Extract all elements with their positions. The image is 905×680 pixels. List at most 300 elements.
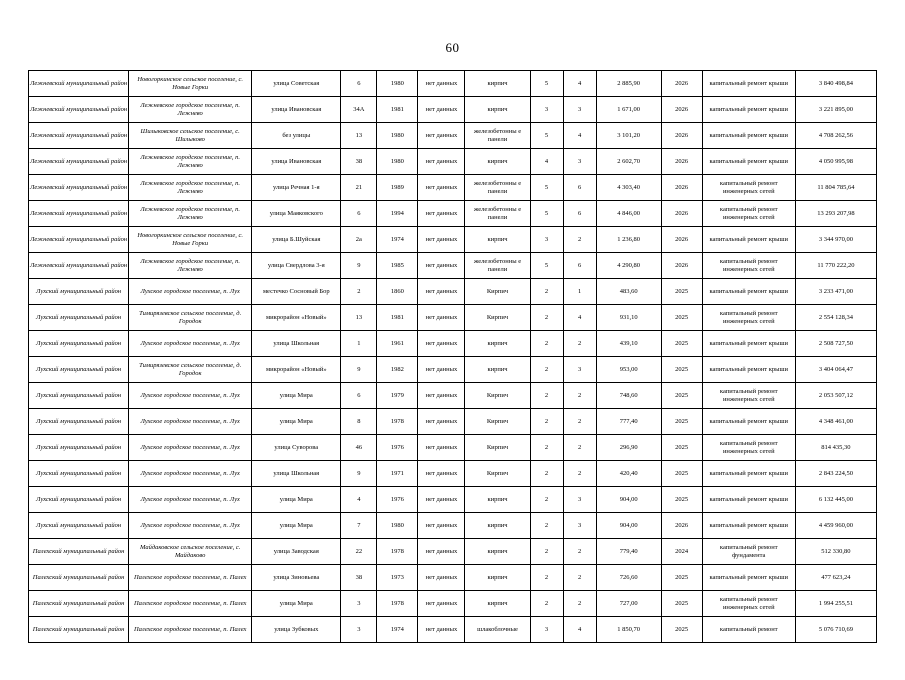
table-row bbox=[29, 71, 877, 97]
cell-no-data: нет данных bbox=[418, 253, 465, 279]
cell-entrances: 4 bbox=[563, 71, 596, 97]
cell-house-number: 7 bbox=[341, 513, 377, 539]
cell-municipality: Лухский муниципальный район bbox=[29, 461, 129, 487]
cell-no-data: нет данных bbox=[418, 279, 465, 305]
cell-no-data: нет данных bbox=[418, 201, 465, 227]
cell-street: улица Школьная bbox=[252, 461, 341, 487]
cell-plan-year: 2026 bbox=[661, 123, 702, 149]
cell-plan-year: 2025 bbox=[661, 435, 702, 461]
cell-area: 727,00 bbox=[596, 591, 661, 617]
cell-area: 748,60 bbox=[596, 383, 661, 409]
cell-house-number: 6 bbox=[341, 201, 377, 227]
cell-floors: 4 bbox=[530, 149, 563, 175]
cell-cost: 4 459 960,00 bbox=[795, 513, 876, 539]
cell-floors: 5 bbox=[530, 123, 563, 149]
cell-municipality: Лухский муниципальный район bbox=[29, 357, 129, 383]
cell-work-type: капитальный ремонт крыши bbox=[702, 331, 795, 357]
cell-build-year: 1980 bbox=[377, 149, 418, 175]
cell-cost: 2 053 507,12 bbox=[795, 383, 876, 409]
table-row bbox=[29, 513, 877, 539]
cell-house-number: 9 bbox=[341, 461, 377, 487]
cell-build-year: 1980 bbox=[377, 513, 418, 539]
cell-no-data: нет данных bbox=[418, 565, 465, 591]
cell-house-number: 38 bbox=[341, 149, 377, 175]
cell-area: 2 885,90 bbox=[596, 71, 661, 97]
cell-floors: 2 bbox=[530, 305, 563, 331]
cell-plan-year: 2026 bbox=[661, 513, 702, 539]
cell-build-year: 1976 bbox=[377, 435, 418, 461]
cell-plan-year: 2025 bbox=[661, 279, 702, 305]
cell-floors: 2 bbox=[530, 409, 563, 435]
cell-street: улица Мира bbox=[252, 591, 341, 617]
cell-area: 3 101,20 bbox=[596, 123, 661, 149]
cell-municipality: Лежневский муниципальный район bbox=[29, 227, 129, 253]
cell-entrances: 6 bbox=[563, 253, 596, 279]
cell-street: улица Мира bbox=[252, 383, 341, 409]
cell-wall-material: шлакоблочные bbox=[465, 617, 530, 643]
cell-house-number: 9 bbox=[341, 357, 377, 383]
cell-entrances: 4 bbox=[563, 617, 596, 643]
cell-street: улица Свердлова 3-я bbox=[252, 253, 341, 279]
cell-floors: 2 bbox=[530, 539, 563, 565]
cell-area: 1 850,70 bbox=[596, 617, 661, 643]
cell-no-data: нет данных bbox=[418, 305, 465, 331]
table-row bbox=[29, 227, 877, 253]
cell-wall-material: железобетонны е панели bbox=[465, 175, 530, 201]
cell-plan-year: 2025 bbox=[661, 487, 702, 513]
cell-municipality: Палехский муниципальный район bbox=[29, 591, 129, 617]
cell-wall-material: кирпич bbox=[465, 331, 530, 357]
cell-wall-material: Кирпич bbox=[465, 383, 530, 409]
cell-wall-material: Кирпич bbox=[465, 305, 530, 331]
cell-municipality: Лежневский муниципальный район bbox=[29, 71, 129, 97]
cell-street: улица Ивановская bbox=[252, 149, 341, 175]
cell-entrances: 3 bbox=[563, 513, 596, 539]
cell-house-number: 34А bbox=[341, 97, 377, 123]
cell-street: улица Мира bbox=[252, 487, 341, 513]
cell-wall-material: кирпич bbox=[465, 487, 530, 513]
cell-floors: 2 bbox=[530, 357, 563, 383]
cell-work-type: капитальный ремонт крыши bbox=[702, 227, 795, 253]
cell-municipality: Лухский муниципальный район bbox=[29, 279, 129, 305]
cell-entrances: 3 bbox=[563, 487, 596, 513]
cell-entrances: 2 bbox=[563, 591, 596, 617]
cell-floors: 5 bbox=[530, 175, 563, 201]
cell-municipality: Лежневский муниципальный район bbox=[29, 253, 129, 279]
cell-entrances: 4 bbox=[563, 123, 596, 149]
cell-build-year: 1974 bbox=[377, 617, 418, 643]
cell-no-data: нет данных bbox=[418, 513, 465, 539]
cell-cost: 1 994 255,51 bbox=[795, 591, 876, 617]
cell-street: микрорайон «Новый» bbox=[252, 305, 341, 331]
cell-plan-year: 2025 bbox=[661, 461, 702, 487]
table-row bbox=[29, 331, 877, 357]
cell-area: 1 671,00 bbox=[596, 97, 661, 123]
cell-cost: 11 804 785,64 bbox=[795, 175, 876, 201]
cell-wall-material: кирпич bbox=[465, 357, 530, 383]
cell-municipality: Лухский муниципальный район bbox=[29, 409, 129, 435]
cell-house-number: 8 bbox=[341, 409, 377, 435]
cell-entrances: 3 bbox=[563, 97, 596, 123]
cell-no-data: нет данных bbox=[418, 591, 465, 617]
cell-settlement: Шилыковское сельское поселение, с. Шилыково bbox=[129, 123, 252, 149]
cell-house-number: 21 bbox=[341, 175, 377, 201]
cell-house-number: 13 bbox=[341, 305, 377, 331]
cell-area: 931,10 bbox=[596, 305, 661, 331]
cell-settlement: Палехское городское поселение, п. Палех bbox=[129, 617, 252, 643]
cell-no-data: нет данных bbox=[418, 461, 465, 487]
table-row bbox=[29, 357, 877, 383]
cell-settlement: Лухское городское поселение, п. Лух bbox=[129, 513, 252, 539]
cell-house-number: 13 bbox=[341, 123, 377, 149]
cell-build-year: 1961 bbox=[377, 331, 418, 357]
cell-municipality: Палехский муниципальный район bbox=[29, 565, 129, 591]
cell-entrances: 2 bbox=[563, 461, 596, 487]
cell-work-type: капитальный ремонт крыши bbox=[702, 461, 795, 487]
cell-build-year: 1974 bbox=[377, 227, 418, 253]
cell-work-type: капитальный ремонт bbox=[702, 617, 795, 643]
cell-house-number: 22 bbox=[341, 539, 377, 565]
cell-plan-year: 2026 bbox=[661, 227, 702, 253]
cell-wall-material: железобетонны е панели bbox=[465, 123, 530, 149]
cell-cost: 4 348 461,00 bbox=[795, 409, 876, 435]
cell-area: 726,60 bbox=[596, 565, 661, 591]
cell-house-number: 6 bbox=[341, 71, 377, 97]
cell-plan-year: 2026 bbox=[661, 201, 702, 227]
cell-street: улица Суворова bbox=[252, 435, 341, 461]
cell-wall-material: кирпич bbox=[465, 227, 530, 253]
table-row bbox=[29, 461, 877, 487]
cell-no-data: нет данных bbox=[418, 175, 465, 201]
cell-plan-year: 2025 bbox=[661, 617, 702, 643]
cell-wall-material: кирпич bbox=[465, 513, 530, 539]
cell-build-year: 1973 bbox=[377, 565, 418, 591]
cell-work-type: капитальный ремонт инженерных сетей bbox=[702, 175, 795, 201]
cell-entrances: 3 bbox=[563, 149, 596, 175]
cell-house-number: 6 bbox=[341, 383, 377, 409]
cell-work-type: капитальный ремонт крыши bbox=[702, 409, 795, 435]
cell-build-year: 1860 bbox=[377, 279, 418, 305]
cell-street: улица Зиновьева bbox=[252, 565, 341, 591]
cell-cost: 3 233 471,00 bbox=[795, 279, 876, 305]
page-number: 60 bbox=[445, 40, 460, 55]
cell-work-type: капитальный ремонт инженерных сетей bbox=[702, 201, 795, 227]
cell-house-number: 38 bbox=[341, 565, 377, 591]
cell-plan-year: 2025 bbox=[661, 383, 702, 409]
cell-street: улица Мира bbox=[252, 513, 341, 539]
cell-floors: 2 bbox=[530, 279, 563, 305]
cell-municipality: Лухский муниципальный район bbox=[29, 513, 129, 539]
cell-cost: 512 330,80 bbox=[795, 539, 876, 565]
cell-plan-year: 2024 bbox=[661, 539, 702, 565]
cell-cost: 2 843 224,50 bbox=[795, 461, 876, 487]
cell-settlement: Лухское городское поселение, п. Лух bbox=[129, 487, 252, 513]
cell-floors: 2 bbox=[530, 591, 563, 617]
cell-build-year: 1981 bbox=[377, 305, 418, 331]
cell-plan-year: 2026 bbox=[661, 149, 702, 175]
cell-wall-material: кирпич bbox=[465, 71, 530, 97]
table-row bbox=[29, 435, 877, 461]
cell-house-number: 2 bbox=[341, 279, 377, 305]
cell-build-year: 1978 bbox=[377, 539, 418, 565]
cell-build-year: 1994 bbox=[377, 201, 418, 227]
cell-plan-year: 2025 bbox=[661, 357, 702, 383]
cell-work-type: капитальный ремонт крыши bbox=[702, 565, 795, 591]
cell-plan-year: 2025 bbox=[661, 331, 702, 357]
cell-wall-material: Кирпич bbox=[465, 279, 530, 305]
cell-no-data: нет данных bbox=[418, 123, 465, 149]
cell-work-type: капитальный ремонт крыши bbox=[702, 71, 795, 97]
cell-settlement: Лежневское городское поселение, п. Лежнево bbox=[129, 97, 252, 123]
cell-cost: 3 344 970,00 bbox=[795, 227, 876, 253]
cell-area: 420,40 bbox=[596, 461, 661, 487]
cell-floors: 5 bbox=[530, 253, 563, 279]
cell-cost: 3 221 895,00 bbox=[795, 97, 876, 123]
cell-build-year: 1982 bbox=[377, 357, 418, 383]
cell-area: 2 602,70 bbox=[596, 149, 661, 175]
cell-entrances: 2 bbox=[563, 435, 596, 461]
cell-no-data: нет данных bbox=[418, 227, 465, 253]
cell-house-number: 46 bbox=[341, 435, 377, 461]
table-row bbox=[29, 591, 877, 617]
cell-no-data: нет данных bbox=[418, 487, 465, 513]
cell-settlement: Лежневское городское поселение, п. Лежнево bbox=[129, 201, 252, 227]
cell-plan-year: 2025 bbox=[661, 565, 702, 591]
cell-wall-material: кирпич bbox=[465, 539, 530, 565]
table-container bbox=[0, 70, 905, 643]
cell-street: улица Речная 1-я bbox=[252, 175, 341, 201]
cell-municipality: Лежневский муниципальный район bbox=[29, 123, 129, 149]
table-row bbox=[29, 565, 877, 591]
cell-wall-material: Кирпич bbox=[465, 461, 530, 487]
cell-house-number: 2а bbox=[341, 227, 377, 253]
cell-no-data: нет данных bbox=[418, 97, 465, 123]
cell-work-type: капитальный ремонт крыши bbox=[702, 149, 795, 175]
table-row bbox=[29, 149, 877, 175]
cell-plan-year: 2026 bbox=[661, 71, 702, 97]
cell-settlement: Тимирязевское сельское поселение, д. Городок bbox=[129, 305, 252, 331]
cell-wall-material: Кирпич bbox=[465, 409, 530, 435]
cell-wall-material: железобетонны е панели bbox=[465, 253, 530, 279]
table-row bbox=[29, 487, 877, 513]
cell-settlement: Тимирязевское сельское поселение, д. Городок bbox=[129, 357, 252, 383]
cell-cost: 6 132 445,00 bbox=[795, 487, 876, 513]
cell-cost: 477 623,24 bbox=[795, 565, 876, 591]
cell-settlement: Лухское городское поселение, п. Лух bbox=[129, 409, 252, 435]
cell-house-number: 3 bbox=[341, 591, 377, 617]
cell-floors: 2 bbox=[530, 383, 563, 409]
cell-no-data: нет данных bbox=[418, 149, 465, 175]
cell-municipality: Палехский муниципальный район bbox=[29, 617, 129, 643]
cell-area: 953,00 bbox=[596, 357, 661, 383]
cell-settlement: Лежневское городское поселение, п. Лежнево bbox=[129, 253, 252, 279]
cell-street: улица Мира bbox=[252, 409, 341, 435]
cell-wall-material: кирпич bbox=[465, 149, 530, 175]
table-row bbox=[29, 201, 877, 227]
cell-settlement: Майдаковское сельское поселение, с. Майдаково bbox=[129, 539, 252, 565]
cell-no-data: нет данных bbox=[418, 539, 465, 565]
cell-build-year: 1978 bbox=[377, 591, 418, 617]
cell-plan-year: 2026 bbox=[661, 175, 702, 201]
table-row bbox=[29, 383, 877, 409]
cell-cost: 3 404 064,47 bbox=[795, 357, 876, 383]
cell-municipality: Лухский муниципальный район bbox=[29, 305, 129, 331]
cell-area: 483,60 bbox=[596, 279, 661, 305]
cell-plan-year: 2025 bbox=[661, 305, 702, 331]
cell-settlement: Лежневское городское поселение, п. Лежнево bbox=[129, 149, 252, 175]
cell-area: 4 290,80 bbox=[596, 253, 661, 279]
cell-settlement: Лежневское городское поселение, п. Лежнево bbox=[129, 175, 252, 201]
cell-work-type: капитальный ремонт крыши bbox=[702, 97, 795, 123]
cell-build-year: 1979 bbox=[377, 383, 418, 409]
cell-street: микрорайон «Новый» bbox=[252, 357, 341, 383]
cell-cost: 4 050 995,98 bbox=[795, 149, 876, 175]
cell-work-type: капитальный ремонт крыши bbox=[702, 357, 795, 383]
cell-settlement: Лухское городское поселение, п. Лух bbox=[129, 461, 252, 487]
cell-work-type: капитальный ремонт фундамента bbox=[702, 539, 795, 565]
cell-cost: 2 554 128,34 bbox=[795, 305, 876, 331]
cell-floors: 2 bbox=[530, 513, 563, 539]
table-row bbox=[29, 279, 877, 305]
table-row bbox=[29, 409, 877, 435]
cell-wall-material: Кирпич bbox=[465, 435, 530, 461]
cell-work-type: капитальный ремонт инженерных сетей bbox=[702, 591, 795, 617]
cell-floors: 5 bbox=[530, 71, 563, 97]
cell-build-year: 1971 bbox=[377, 461, 418, 487]
table-row bbox=[29, 539, 877, 565]
cell-area: 296,90 bbox=[596, 435, 661, 461]
cell-no-data: нет данных bbox=[418, 617, 465, 643]
registry-table bbox=[28, 70, 877, 643]
cell-entrances: 4 bbox=[563, 305, 596, 331]
cell-work-type: капитальный ремонт инженерных сетей bbox=[702, 435, 795, 461]
cell-house-number: 1 bbox=[341, 331, 377, 357]
cell-entrances: 3 bbox=[563, 357, 596, 383]
cell-municipality: Лухский муниципальный район bbox=[29, 487, 129, 513]
cell-street: улица Школьная bbox=[252, 331, 341, 357]
cell-floors: 2 bbox=[530, 461, 563, 487]
cell-floors: 3 bbox=[530, 617, 563, 643]
cell-area: 904,00 bbox=[596, 487, 661, 513]
cell-plan-year: 2025 bbox=[661, 591, 702, 617]
cell-settlement: Лухское городское поселение, п. Лух bbox=[129, 435, 252, 461]
cell-area: 779,40 bbox=[596, 539, 661, 565]
cell-entrances: 2 bbox=[563, 565, 596, 591]
cell-area: 439,10 bbox=[596, 331, 661, 357]
cell-street: улица Маяковского bbox=[252, 201, 341, 227]
cell-area: 904,00 bbox=[596, 513, 661, 539]
cell-plan-year: 2026 bbox=[661, 253, 702, 279]
table-row bbox=[29, 175, 877, 201]
cell-wall-material: кирпич bbox=[465, 565, 530, 591]
cell-municipality: Лежневский муниципальный район bbox=[29, 97, 129, 123]
cell-settlement: Новогоркинское сельское поселение, с. Новые Горки bbox=[129, 227, 252, 253]
cell-floors: 5 bbox=[530, 201, 563, 227]
cell-build-year: 1985 bbox=[377, 253, 418, 279]
cell-cost: 5 076 710,69 bbox=[795, 617, 876, 643]
cell-plan-year: 2026 bbox=[661, 97, 702, 123]
cell-municipality: Лухский муниципальный район bbox=[29, 331, 129, 357]
cell-entrances: 2 bbox=[563, 227, 596, 253]
cell-settlement: Новогоркинское сельское поселение, с. Новые Горки bbox=[129, 71, 252, 97]
cell-no-data: нет данных bbox=[418, 71, 465, 97]
table-row bbox=[29, 123, 877, 149]
cell-house-number: 3 bbox=[341, 617, 377, 643]
cell-cost: 4 708 262,56 bbox=[795, 123, 876, 149]
cell-cost: 11 770 222,20 bbox=[795, 253, 876, 279]
cell-street: улица Зубковых bbox=[252, 617, 341, 643]
cell-work-type: капитальный ремонт крыши bbox=[702, 513, 795, 539]
cell-build-year: 1978 bbox=[377, 409, 418, 435]
cell-settlement: Палехское городское поселение, п. Палех bbox=[129, 565, 252, 591]
cell-floors: 3 bbox=[530, 97, 563, 123]
cell-entrances: 6 bbox=[563, 175, 596, 201]
cell-municipality: Лежневский муниципальный район bbox=[29, 175, 129, 201]
cell-entrances: 2 bbox=[563, 409, 596, 435]
table-row bbox=[29, 617, 877, 643]
cell-work-type: капитальный ремонт инженерных сетей bbox=[702, 383, 795, 409]
cell-floors: 3 bbox=[530, 227, 563, 253]
cell-entrances: 6 bbox=[563, 201, 596, 227]
cell-work-type: капитальный ремонт крыши bbox=[702, 279, 795, 305]
cell-area: 1 236,80 bbox=[596, 227, 661, 253]
cell-municipality: Лежневский муниципальный район bbox=[29, 149, 129, 175]
cell-build-year: 1981 bbox=[377, 97, 418, 123]
cell-build-year: 1980 bbox=[377, 123, 418, 149]
cell-street: улица Б.Шуйская bbox=[252, 227, 341, 253]
cell-settlement: Лухское городское поселение, п. Лух bbox=[129, 331, 252, 357]
cell-street: без улицы bbox=[252, 123, 341, 149]
cell-entrances: 1 bbox=[563, 279, 596, 305]
cell-settlement: Палехское городское поселение, п. Палех bbox=[129, 591, 252, 617]
cell-entrances: 2 bbox=[563, 539, 596, 565]
cell-wall-material: кирпич bbox=[465, 591, 530, 617]
cell-house-number: 9 bbox=[341, 253, 377, 279]
cell-settlement: Лухское городское поселение, п. Лух bbox=[129, 279, 252, 305]
cell-floors: 2 bbox=[530, 331, 563, 357]
cell-no-data: нет данных bbox=[418, 383, 465, 409]
cell-municipality: Лухский муниципальный район bbox=[29, 383, 129, 409]
cell-wall-material: железобетонны е панели bbox=[465, 201, 530, 227]
cell-plan-year: 2025 bbox=[661, 409, 702, 435]
cell-no-data: нет данных bbox=[418, 409, 465, 435]
cell-work-type: капитальный ремонт крыши bbox=[702, 123, 795, 149]
cell-area: 777,40 bbox=[596, 409, 661, 435]
cell-work-type: капитальный ремонт крыши bbox=[702, 487, 795, 513]
cell-work-type: капитальный ремонт инженерных сетей bbox=[702, 253, 795, 279]
table-row bbox=[29, 97, 877, 123]
table-row bbox=[29, 253, 877, 279]
cell-area: 4 846,00 bbox=[596, 201, 661, 227]
cell-street: улица Ивановская bbox=[252, 97, 341, 123]
cell-no-data: нет данных bbox=[418, 435, 465, 461]
cell-no-data: нет данных bbox=[418, 331, 465, 357]
cell-wall-material: кирпич bbox=[465, 97, 530, 123]
cell-entrances: 2 bbox=[563, 383, 596, 409]
cell-street: улица Советская bbox=[252, 71, 341, 97]
cell-work-type: капитальный ремонт инженерных сетей bbox=[702, 305, 795, 331]
cell-house-number: 4 bbox=[341, 487, 377, 513]
cell-entrances: 2 bbox=[563, 331, 596, 357]
cell-build-year: 1976 bbox=[377, 487, 418, 513]
cell-cost: 814 435,30 bbox=[795, 435, 876, 461]
cell-build-year: 1989 bbox=[377, 175, 418, 201]
cell-street: местечко Сосновый Бор bbox=[252, 279, 341, 305]
cell-municipality: Лежневский муниципальный район bbox=[29, 201, 129, 227]
cell-street: улица Заводская bbox=[252, 539, 341, 565]
cell-floors: 2 bbox=[530, 565, 563, 591]
cell-cost: 2 508 727,50 bbox=[795, 331, 876, 357]
